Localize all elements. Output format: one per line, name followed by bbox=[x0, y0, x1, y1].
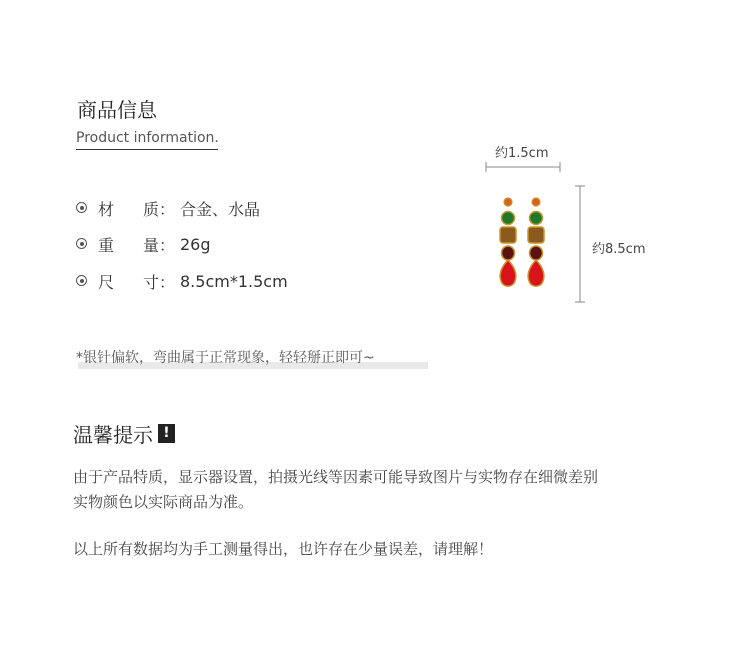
spec-value-material: 合金、水晶 bbox=[180, 199, 261, 219]
spec-row-material bbox=[76, 196, 260, 220]
subtitle-underline bbox=[76, 149, 218, 150]
tips-line-2: 实物颜色以实际商品为准。 bbox=[73, 493, 254, 511]
tips-line-3: 以上所有数据均为手工测量得出，也许存在少量误差，请理解！ bbox=[73, 540, 494, 558]
earrings-image bbox=[494, 196, 552, 292]
width-dimension-line bbox=[480, 160, 570, 174]
bullet-icon bbox=[76, 238, 89, 251]
spec-label-weight: 重 量： bbox=[98, 235, 176, 255]
spec-value-size: 8.5cm*1.5cm bbox=[180, 271, 288, 291]
exclamation-icon: ! bbox=[158, 424, 175, 443]
tips-title: 温馨提示 bbox=[73, 423, 153, 447]
bullet-icon bbox=[76, 202, 89, 215]
bullet-icon bbox=[76, 275, 89, 288]
tips-line-1: 由于产品特质，显示器设置，拍摄光线等因素可能导致图片与实物存在细微差别 bbox=[73, 468, 599, 486]
tips-heading bbox=[73, 419, 175, 448]
product-info-title: 商品信息 bbox=[77, 98, 157, 122]
spec-label-material: 材 质： bbox=[98, 199, 176, 219]
earring-left bbox=[500, 198, 516, 286]
earring-right bbox=[528, 198, 544, 286]
product-info-subtitle: Product information. bbox=[76, 130, 219, 146]
spec-label-size: 尺 寸： bbox=[98, 272, 176, 292]
height-dimension-label: 约8.5cm bbox=[592, 242, 646, 257]
care-note: *银针偏软，弯曲属于正常现象，轻轻掰正即可~ bbox=[76, 350, 375, 366]
spec-row-weight bbox=[76, 232, 211, 256]
spec-value-weight: 26g bbox=[180, 234, 211, 254]
spec-row-size bbox=[76, 269, 288, 293]
width-dimension-label: 约1.5cm bbox=[495, 146, 549, 161]
height-dimension-line bbox=[572, 184, 588, 306]
